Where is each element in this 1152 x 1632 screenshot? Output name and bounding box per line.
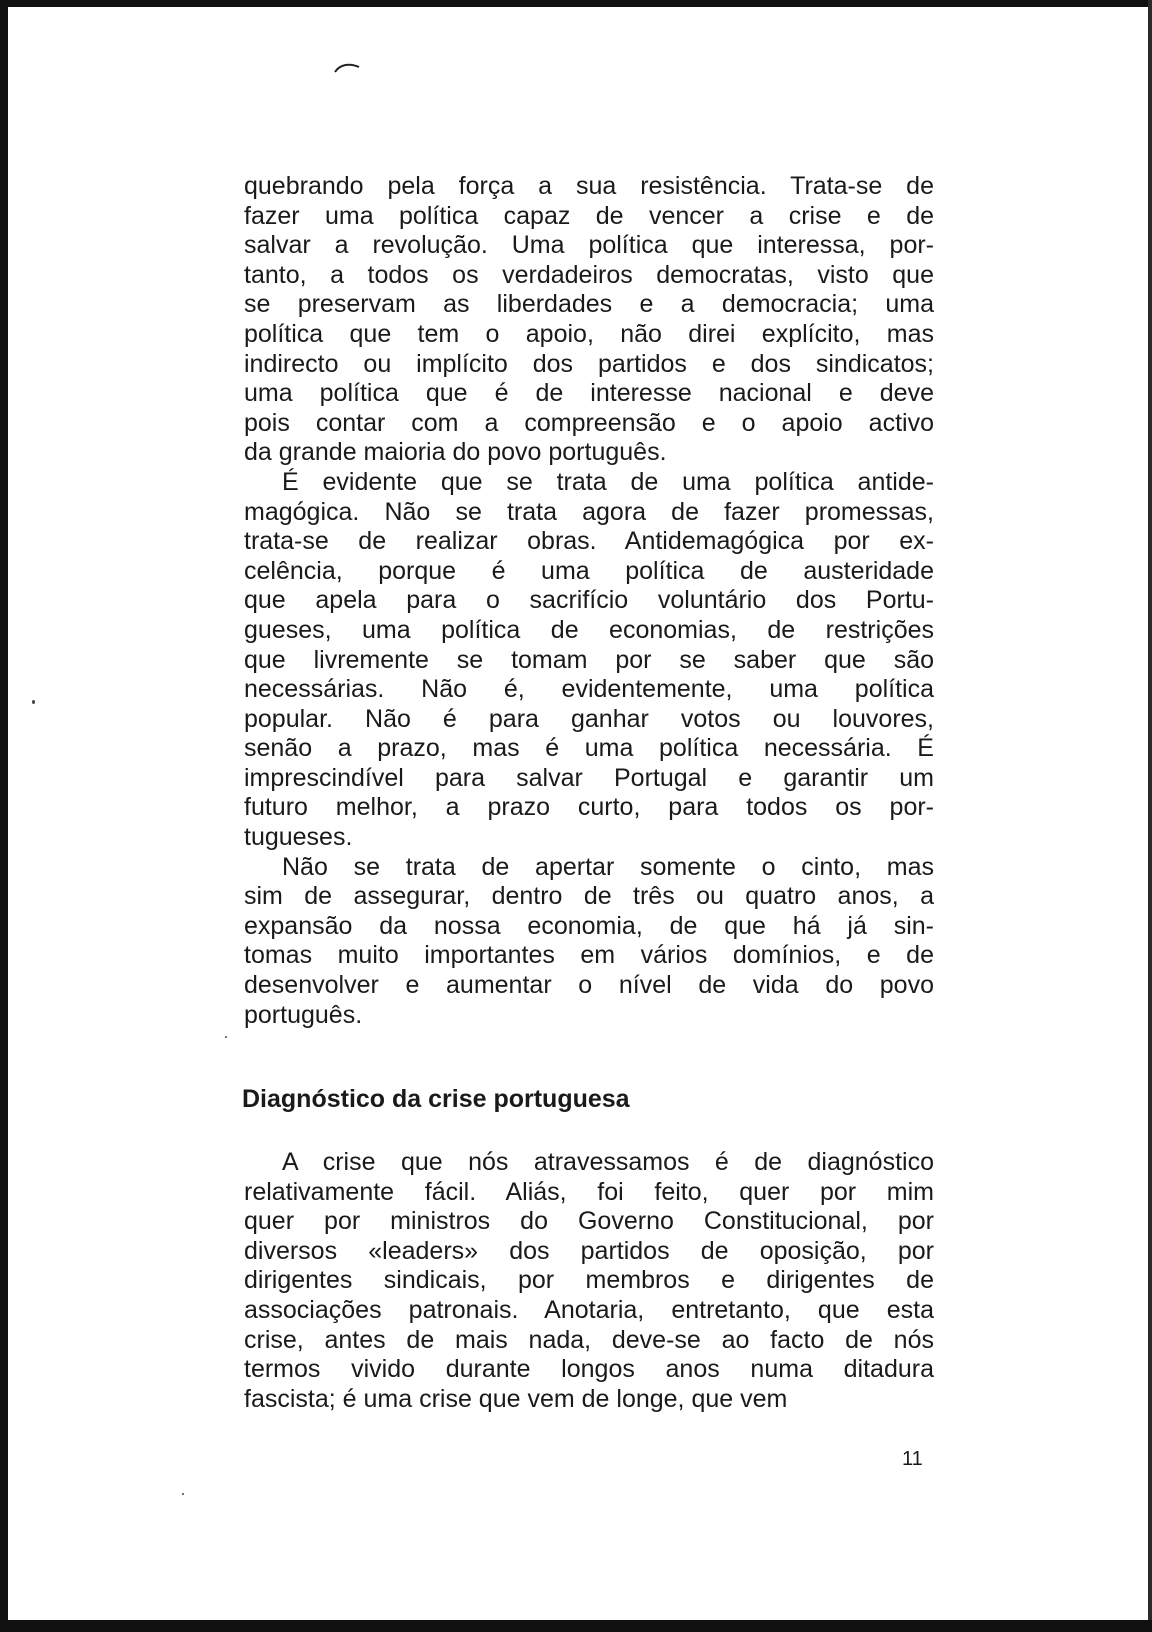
text-line: necessárias. Não é, evidentemente, uma política <box>244 675 934 704</box>
text-line: quer por ministros do Governo Constitucional, por <box>244 1207 934 1236</box>
text-line: sim de assegurar, dentro de três ou quatro anos, a <box>244 882 934 911</box>
text-line: celência, porque é uma política de austeridade <box>244 556 934 585</box>
text-line: português. <box>244 1000 363 1029</box>
scan-speck <box>225 1036 227 1038</box>
section-heading: Diagnóstico da crise portuguesa <box>242 1085 630 1113</box>
body-text-top <box>244 172 934 1030</box>
text-line: crise, antes de mais nada, deve-se ao facto de nós <box>244 1325 934 1354</box>
text-line: É evidente que se trata de uma política antide- <box>282 467 934 496</box>
text-line: tanto, a todos os verdadeiros democratas, visto que <box>244 260 934 289</box>
text-line: quebrando pela força a sua resistência. Trata-se de <box>244 172 934 200</box>
text-line: que apela para o sacrifício voluntário dos Portu- <box>244 586 934 615</box>
text-line: política que tem o apoio, não direi explícito, mas <box>244 319 934 348</box>
text-line: senão a prazo, mas é uma política necessária. É <box>244 734 934 763</box>
text-line: fascista; é uma crise que vem de longe, que vem <box>244 1384 788 1413</box>
text-line: salvar a revolução. Uma política que interessa, por- <box>244 231 934 260</box>
text-line: diversos «leaders» dos partidos de oposição, por <box>244 1236 934 1265</box>
scan-border-bottom <box>0 1620 1152 1632</box>
text-line: associações patronais. Anotaria, entretanto, que esta <box>244 1295 934 1324</box>
text-line: desenvolver e aumentar o nível de vida do povo <box>244 971 934 1000</box>
text-line: gueses, uma política de economias, de restrições <box>244 615 934 644</box>
text-line: se preservam as liberdades e a democracia; uma <box>244 290 934 319</box>
text-line: A crise que nós atravessamos é de diagnóstico <box>282 1148 934 1176</box>
scan-border-top <box>0 0 1152 7</box>
scan-border-left <box>0 0 8 1632</box>
text-line: magógica. Não se trata agora de fazer promessas, <box>244 497 934 526</box>
text-line: Não se trata de apertar somente o cinto, mas <box>282 852 934 881</box>
text-line: pois contar com a compreensão e o apoio activo <box>244 408 934 437</box>
paragraph <box>244 853 934 1031</box>
text-line: popular. Não é para ganhar votos ou louvores, <box>244 704 934 733</box>
text-line: expansão da nossa economia, de que há já sin- <box>244 911 934 940</box>
ink-mark <box>334 62 360 74</box>
text-line: dirigentes sindicais, por membros e dirigentes de <box>244 1266 934 1295</box>
scan-border-right <box>1148 0 1152 1632</box>
text-line: futuro melhor, a prazo curto, para todos os por- <box>244 793 934 822</box>
text-line: relativamente fácil. Aliás, foi feito, quer por mim <box>244 1177 934 1206</box>
paragraph <box>244 172 934 468</box>
paragraph <box>244 1148 934 1414</box>
text-line: uma política que é de interesse nacional e deve <box>244 379 934 408</box>
text-line: tugueses. <box>244 823 353 852</box>
paragraph <box>244 468 934 853</box>
text-line: termos vivido durante longos anos numa ditadura <box>244 1355 934 1384</box>
text-line: trata-se de realizar obras. Antidemagógica por ex- <box>244 527 934 556</box>
text-line: tomas muito importantes em vários domínios, e de <box>244 941 934 970</box>
body-text-bottom <box>244 1148 934 1414</box>
text-line: que livremente se tomam por se saber que são <box>244 645 934 674</box>
scan-speck <box>32 700 35 704</box>
text-line: fazer uma política capaz de vencer a crise e de <box>244 201 934 230</box>
text-line: da grande maioria do povo português. <box>244 438 667 467</box>
scan-speck <box>182 1493 184 1495</box>
text-line: imprescindível para salvar Portugal e garantir um <box>244 763 934 792</box>
text-line: indirecto ou implícito dos partidos e dos sindicatos; <box>244 349 934 378</box>
page-number: 11 <box>902 1448 923 1470</box>
